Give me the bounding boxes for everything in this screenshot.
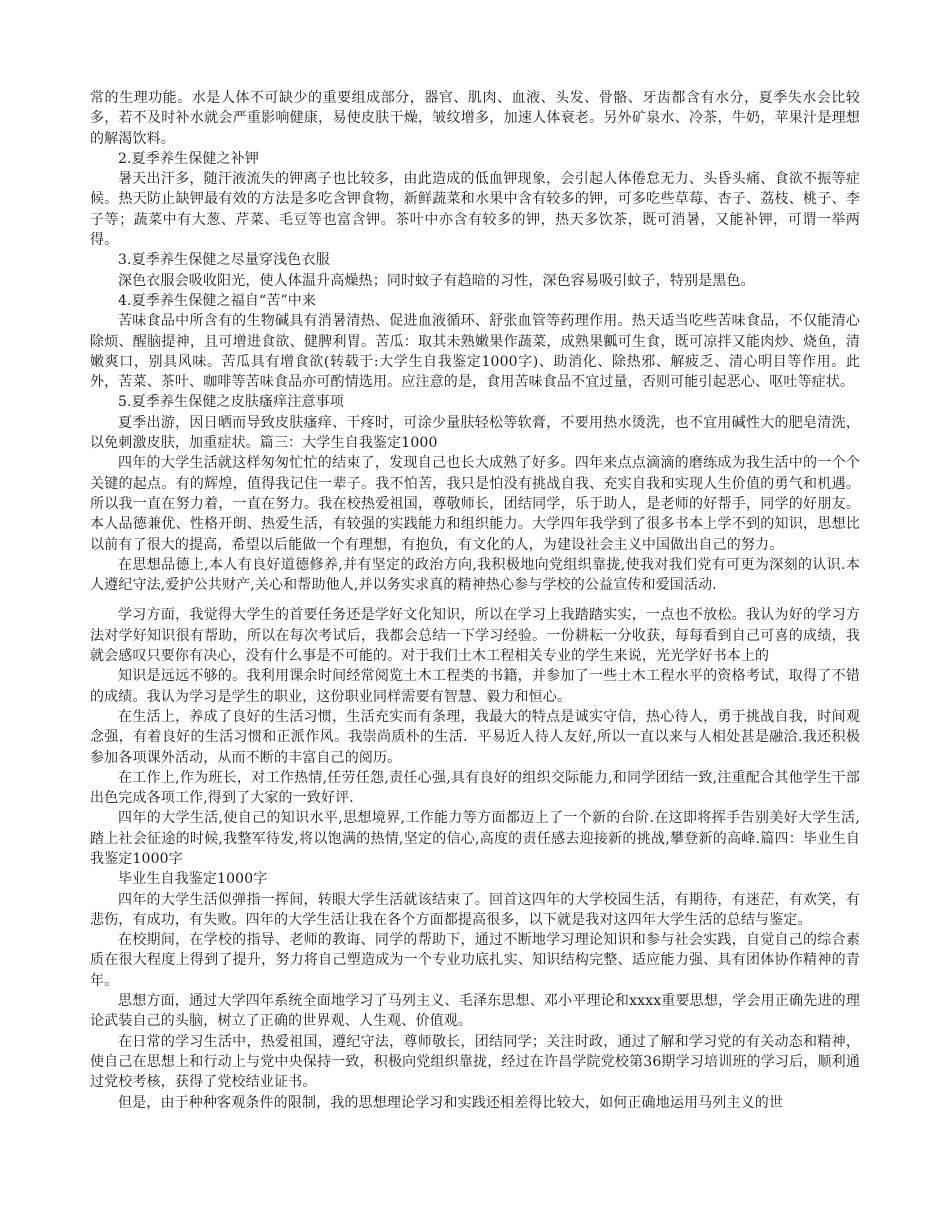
paragraph-skin-itch: 夏季出游，因日晒而导致皮肤瘙痒、干疼时，可涂少量肤轻松等软膏，不要用热水烫洗，也不宜用碱性大的肥皂清洗，以免刺激皮肤，加重症状。篇三：大学生自我鉴定1000 <box>90 414 860 452</box>
paragraph-daily-life: 在日常的学习生活中，热爱祖国，遵纪守法，尊师敬长，团结同学；关注时政，通过了解和学习党的有关动态和精神，使自己在思想上和行动上与党中央保持一致，积极向党组织靠拢，经过在许昌学院党校第36期学习培训班的学习后，顺利通过党校考核，获得了党校结业证书。 <box>90 1033 860 1091</box>
document-body <box>90 88 860 1113</box>
paragraph-however: 但是，由于种种客观条件的限制，我的思想理论学习和实践还相差得比较大，如何正确地运用马列主义的世 <box>118 1094 784 1111</box>
heading-graduate-appraisal: 毕业生自我鉴定1000字 <box>118 871 268 888</box>
paragraph-graduation: 四年的大学生活,使自己的知识水平,思想境界,工作能力等方面都迈上了一个新的台阶.在这即将挥手告别美好大学生活,踏上社会征途的时候,我整军待发,将以饱满的热情,坚定的信心,高度的责任感去迎接新的挑战,攀登新的高峰.篇四：毕业生自我鉴定1000字 <box>90 810 860 867</box>
paragraph-water-continued: 常的生理功能。水是人体不可缺少的重要组成部分，器官、肌肉、血液、头发、骨骼、牙齿都含有水分，夏季失水会比较多，若不及时补水就会严重影响健康，易使皮肤干燥，皱纹增多，加速人体衰老。另外矿泉水、冷茶，牛奶，苹果汁是理想的解渴饮料。 <box>90 90 860 147</box>
paragraph-university-life: 四年的大学生活似弹指一挥间，转眼大学生活就该结束了。回首这四年的大学校园生活，有期待，有迷茫，有欢笑，有悲伤，有成功，有失败。四年的大学生活让我在各个方面都提高很多，以下就是我对这四年大学生活的总结与鉴定。 <box>90 891 860 928</box>
paragraph-ideology: 思想方面，通过大学四年系统全面地学习了马列主义、毛泽东思想、邓小平理论和xxxx重要思想，学会用正确先进的理论武装自己的头脑，树立了正确的世界观、人生观、价值观。 <box>90 993 860 1030</box>
heading-potassium: 2.夏季养生保健之补钾 <box>118 150 260 167</box>
paragraph-potassium: 暑天出汗多，随汗液流失的钾离子也比较多，由此造成的低血钾现象，会引起人体倦怠无力、头昏头痛、食欲不振等症候。热天防止缺钾最有效的方法是多吃含钾食物，新鲜蔬菜和水果中含有较多的钾，可多吃些草莓、杏子、荔枝、桃子、李子等；蔬菜中有大葱、芹菜、毛豆等也富含钾。茶叶中亦含有较多的钾，热天多饮茶，既可消暑，又能补钾，可谓一举两得。 <box>90 171 860 249</box>
paragraph-study: 学习方面，我觉得大学生的首要任务还是学好文化知识，所以在学习上我踏踏实实，一点也不放松。我认为好的学习方法对学好知识很有帮助，所以在每次考试后，我都会总结一下学习经验。一份耕耘一分收获，每每看到自己可喜的成绩，我就会感叹只要你有决心，没有什么事是不可能的。对于我们土木工程相关专业的学生来说，光光学好书本上的 <box>90 607 860 665</box>
heading-bitter-food: 4.夏季养生保健之福自“苦”中来 <box>118 292 317 309</box>
paragraph-work: 在工作上,作为班长，对工作热情,任劳任怨,责任心强,具有良好的组织交际能力,和同学团结一致,注重配合其他学生干部出色完成各项工作,得到了大家的一致好评. <box>90 769 860 807</box>
heading-skin-itch: 5.夏季养生保健之皮肤瘙痒注意事项 <box>118 394 344 411</box>
paragraph-knowledge: 知识是远远不够的。我利用课余时间经常阅览土木工程类的书籍，并参加了一些土木工程水平的资格考试，取得了不错的成绩。我认为学习是学生的职业，这份职业同样需要有智慧、毅力和恒心。 <box>90 668 860 705</box>
paragraph-light-clothing: 深色衣服会吸收阳光，使人体温升高燥热；同时蚊子有趋暗的习性，深色容易吸引蚊子，特别是黑色。 <box>118 272 755 289</box>
heading-light-clothing: 3.夏季养生保健之尽量穿浅色衣服 <box>118 252 330 269</box>
paragraph-moral: 在思想品德上,本人有良好道德修养,并有坚定的政治方向,我积极地向党组织靠拢,使我对我们党有可更为深刻的认识.本人遵纪守法,爱护公共财产,关心和帮助他人,并以务实求真的精神热心参与学校的公益宣传和爱国活动. <box>90 556 860 594</box>
paragraph-bitter-food: 苦味食品中所含有的生物碱具有消暑清热、促进血液循环、舒张血管等药理作用。热天适当吃些苦味食品，不仅能清心除烦、醒脑提神，且可增进食欲、健脾利胃。苦瓜：取其未熟嫩果作蔬菜，成熟果瓤可生食，既可凉拌又能肉炒、烧鱼，清嫩爽口，别具风味。苦瓜具有增食欲(转载于:大学生自我鉴定1000字)、助消化、除热邪、解疲乏、清心明目等作用。此外，苦菜、茶叶、咖啡等苦味食品亦可酌情选用。应注意的是，食用苦味食品不宜过量，否则可能引起恶心、呕吐等症状。 <box>90 313 860 391</box>
paragraph-four-years: 四年的大学生活就这样匆匆忙忙的结束了，发现自己也长大成熟了好多。四年来点点滴滴的磨练成为我生活中的一个个关键的起点。有的辉煌，值得我记住一辈子。我不怕苦，我只是怕没有挑战自我、充实自我和实现人生价值的勇气和机遇。所以我一直在努力着，一直在努力。我在校热爱祖国，尊敬师长，团结同学，乐于助人，是老师的好帮手，同学的好朋友。本人品德兼优、性格开朗、热爱生活，有较强的实践能力和组织能力。大学四年我学到了很多书本上学不到的知识，思想比以前有了很大的提高，希望以后能做一个有理想，有抱负，有文化的人，为建设社会主义中国做出自己的努力。 <box>90 455 860 553</box>
paragraph-life: 在生活上，养成了良好的生活习惯，生活充实而有条理，我最大的特点是诚实守信，热心待人，勇于挑战自我，时间观念强，有着良好的生活习惯和正派作风。我崇尚质朴的生活．平易近人待人友好,所以一直以来与人相处甚是融洽.我还积极参加各项课外活动，从而不断的丰富自己的阅历。 <box>90 708 860 766</box>
paragraph-school-period: 在校期间，在学校的指导、老师的教诲、同学的帮助下，通过不断地学习理论知识和参与社会实践，自觉自己的综合素质在很大程度上得到了提升，努力将自己塑造成为一个专业功底扎实、知识结构完整、适应能力强、具有团体协作精神的青年。 <box>90 932 860 989</box>
